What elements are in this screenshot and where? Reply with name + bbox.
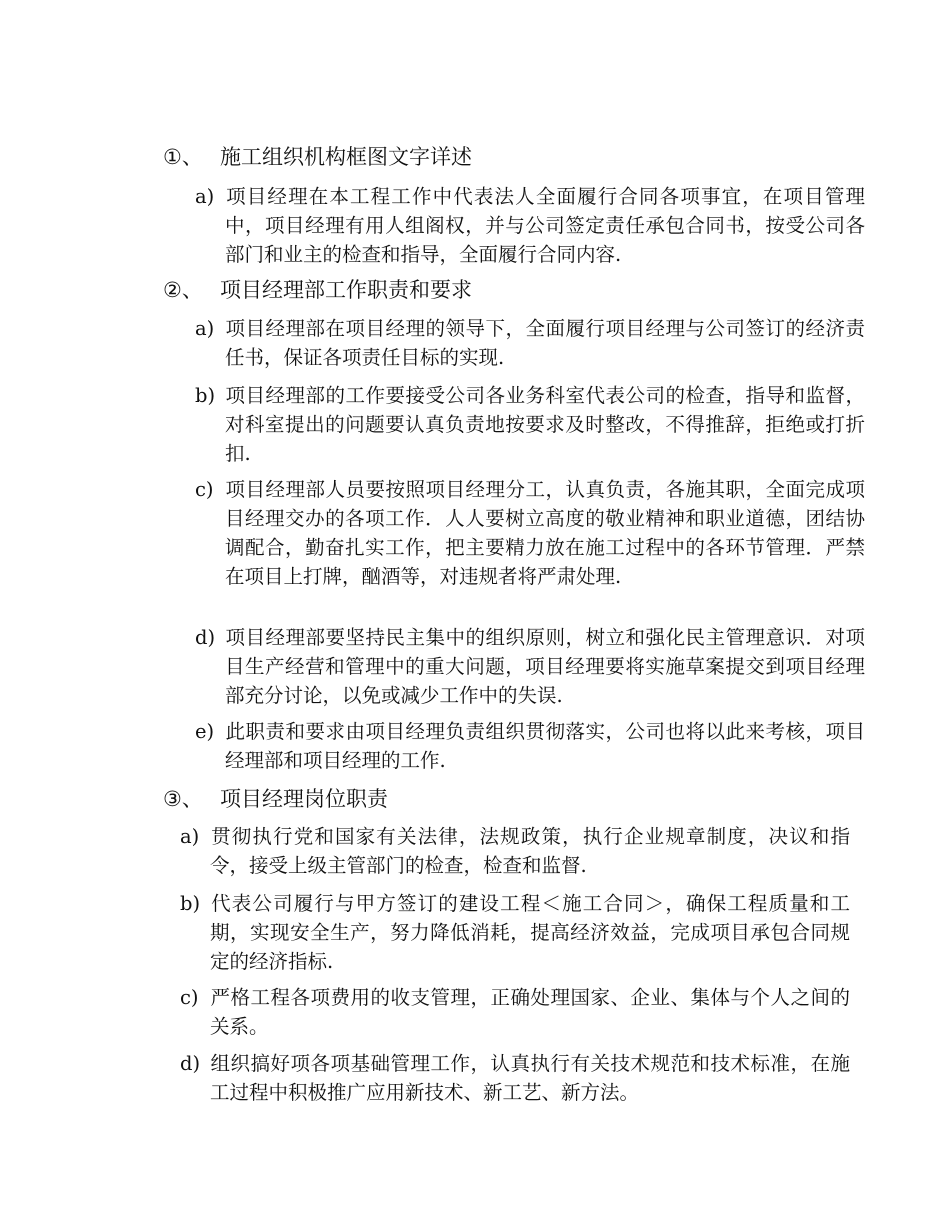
list-item	[180, 983, 850, 1041]
section-heading-3	[163, 785, 843, 813]
list-item	[195, 623, 865, 710]
list-item	[180, 822, 850, 880]
item-text: 代表公司履行与甲方签订的建设工程＜施工合同＞，确保工程质量和工期，实现安全生产，努力降低消耗，提高经济效益，完成项目承包合同规定的经济指标.	[210, 892, 850, 973]
item-text: 贯彻执行党和国家有关法律，法规政策，执行企业规章制度，决议和指令，接受上级主管部门的检查，检查和监督.	[210, 825, 850, 877]
item-text: 项目经理部的工作要接受公司各业务科室代表公司的检查，指导和监督，对科室提出的问题要认真负责地按要求及时整改，不得推辞，拒绝或打折扣.	[225, 384, 865, 465]
item-text: 此职责和要求由项目经理负责组织贯彻落实，公司也将以此来考核，项目经理部和项目经理的工作.	[225, 720, 865, 772]
item-marker: a)	[195, 185, 215, 208]
item-marker: c)	[195, 478, 214, 501]
list-item	[195, 475, 865, 591]
item-marker: a)	[195, 317, 215, 340]
item-marker: b)	[195, 384, 216, 407]
item-marker: c)	[180, 986, 199, 1009]
section-number: ①、	[163, 145, 203, 169]
list-item	[180, 889, 850, 976]
section-heading-1	[163, 143, 843, 171]
item-marker: a)	[180, 825, 200, 848]
item-marker: b)	[180, 892, 201, 915]
item-text: 严格工程各项费用的收支管理，正确处理国家、企业、集体与个人之间的关系。	[210, 986, 850, 1038]
list-item	[195, 314, 865, 372]
item-marker: d)	[180, 1052, 201, 1075]
item-marker: d)	[195, 626, 216, 649]
item-text: 项目经理部人员要按照项目经理分工，认真负责，各施其职，全面完成项目经理交办的各项工作．人人要树立高度的敬业精神和职业道德，团结协调配合，勤奋扎实工作，把主要精力放在施工过程中的各环节管理．严禁在项目上打牌，酗酒等，对违规者将严肃处理.	[225, 478, 865, 588]
list-item	[195, 381, 865, 468]
section-number: ③、	[163, 787, 203, 811]
item-text: 组织搞好项各项基础管理工作，认真执行有关技术规范和技术标准，在施工过程中积极推广应用新技术、新工艺、新方法。	[210, 1052, 850, 1104]
item-text: 项目经理部在项目经理的领导下，全面履行项目经理与公司签订的经济责任书，保证各项责任目标的实现.	[225, 317, 865, 369]
item-text: 项目经理在本工程工作中代表法人全面履行合同各项事宜，在项目管理中，项目经理有用人组阁权，并与公司签定责任承包合同书，按受公司各部门和业主的检查和指导，全面履行合同内容.	[225, 185, 865, 266]
list-item	[180, 1049, 850, 1107]
item-text: 项目经理部要坚持民主集中的组织原则，树立和强化民主管理意识．对项目生产经营和管理中的重大问题，项目经理要将实施草案提交到项目经理部充分讨论，以免或减少工作中的失误.	[225, 626, 865, 707]
list-item	[195, 717, 865, 775]
section-heading-2	[163, 276, 843, 304]
section-title: 施工组织机构框图文字详述	[220, 145, 472, 169]
section-number: ②、	[163, 278, 203, 302]
item-marker: e)	[195, 720, 215, 743]
section-title: 项目经理岗位职责	[220, 787, 388, 811]
section-title: 项目经理部工作职责和要求	[220, 278, 472, 302]
list-item	[195, 182, 865, 269]
